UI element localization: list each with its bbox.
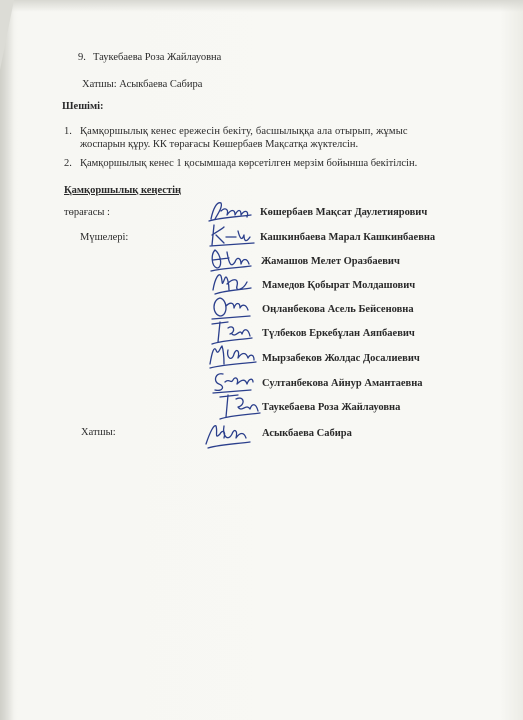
decision-2-number: 2.	[64, 158, 72, 169]
members-label: Мүшелері:	[80, 232, 129, 243]
decision-heading: Шешімі:	[62, 101, 104, 112]
chair-label: төрағасы :	[64, 207, 110, 218]
list-item-name: Таукебаева Роза Жайлауовна	[93, 52, 222, 63]
signatory-member-name: Түлбеков Еркебұлан Аяпбаевич	[262, 328, 415, 339]
signatory-chair-name: Көшербаев Мақсат Даулетиярович	[260, 207, 428, 218]
signatory-member-name: Султанбекова Айнур Амантаевна	[262, 378, 423, 389]
decision-2-line1: Қамқоршылық кенес 1 қосымшада көрсетілген мерзім бойынша бекітілсін.	[80, 158, 418, 169]
decision-1-number: 1.	[64, 126, 72, 137]
signature-secretary	[200, 416, 252, 452]
secretary-label: Хатшы:	[81, 427, 116, 438]
signatory-member-name: Оңланбекова Асель Бейсеновна	[262, 304, 414, 315]
decision-1-line1: Қамқоршылық кенес ережесін бекіту, басшылыққа ала отырып, жұмыс	[80, 126, 408, 137]
signatory-secretary-name: Асыкбаева Сабира	[262, 428, 352, 439]
signatory-member-name: Мамедов Қобырат Молдашович	[262, 280, 416, 291]
scan-shadow-left	[0, 0, 14, 720]
folded-corner	[0, 0, 14, 70]
decision-1-line2: жоспарын құру. КК төрағасы Көшербаев Мақсатқа жүктелсін.	[80, 139, 359, 150]
signatory-member-name: Мырзабеков Жолдас Досалиевич	[262, 353, 420, 364]
secretary-line: Хатшы: Асыкбаева Сабира	[82, 79, 203, 90]
signatory-member-name: Жамашов Мелет Оразбаевич	[261, 256, 400, 267]
council-heading: Қамқоршылық кеңестің	[64, 185, 182, 196]
list-item-number: 9.	[78, 52, 86, 63]
signatory-member-name: Кашкинбаева Марал Кашкинбаевна	[260, 232, 436, 243]
scan-shadow-top	[0, 0, 523, 12]
signatory-member-name: Таукебаева Роза Жайлауовна	[262, 402, 401, 413]
